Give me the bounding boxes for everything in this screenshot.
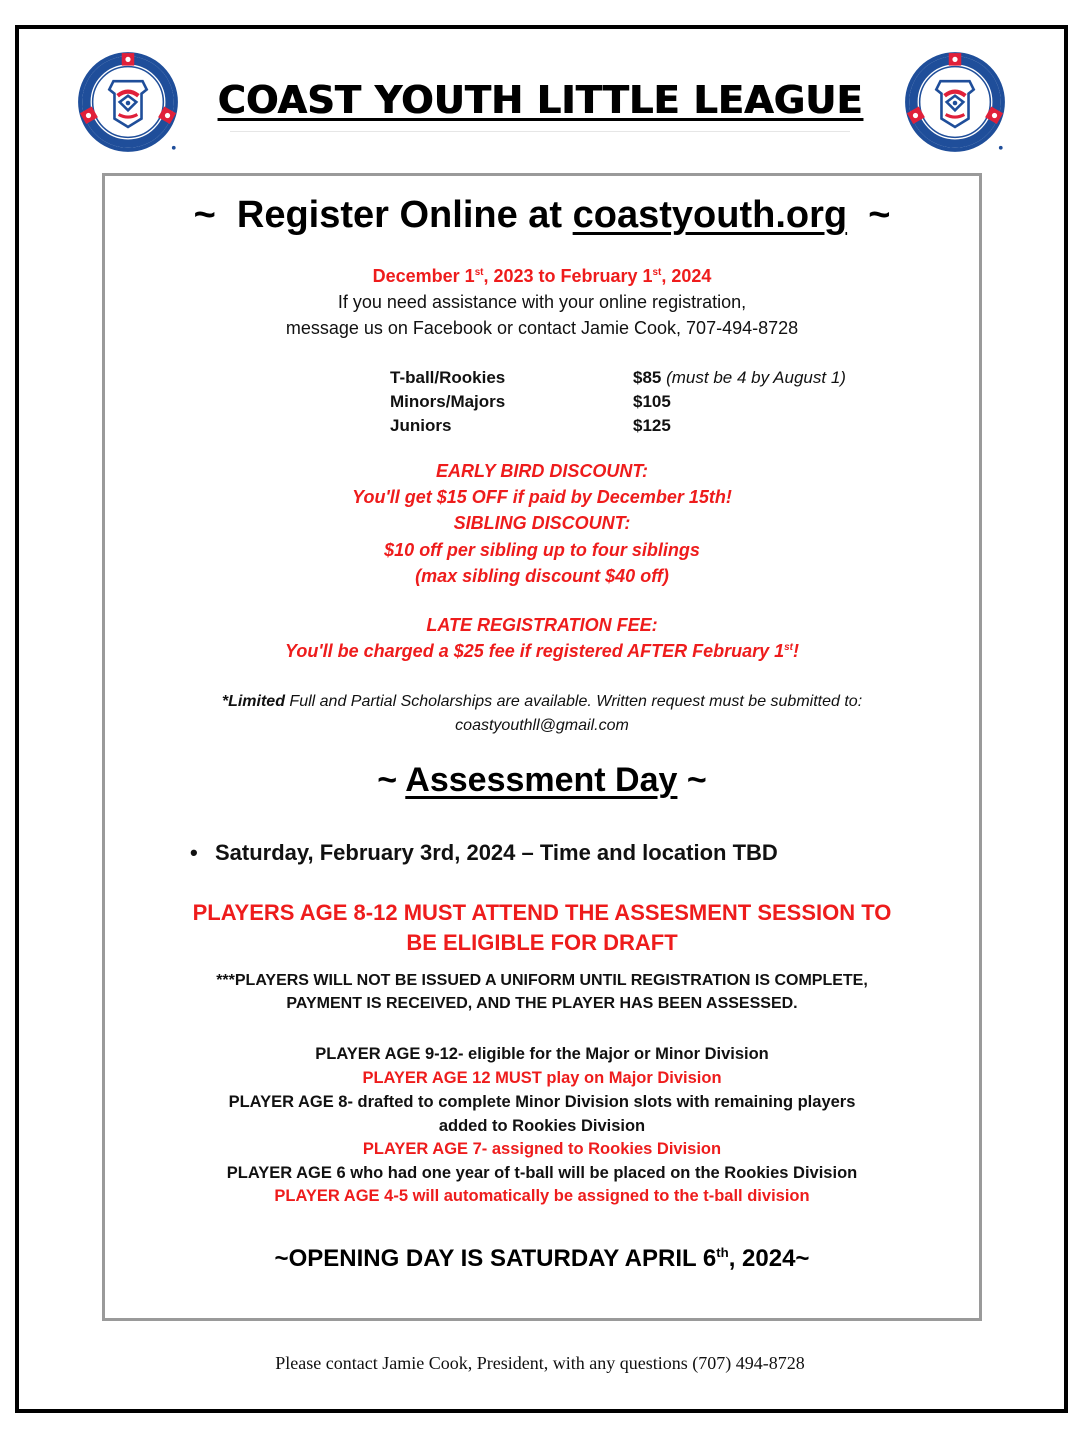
opening-day-sup: th (716, 1245, 729, 1260)
assessment-heading (105, 761, 979, 800)
fee-table (390, 368, 846, 440)
late-fee-text-end: ! (792, 641, 799, 661)
dates-end-sup: st (652, 267, 662, 278)
sibling-text: $10 off per sibling up to four siblings (384, 540, 700, 560)
fee-price: $125 (633, 416, 671, 435)
dates-start: December 1 (372, 266, 475, 286)
age-rule: added to Rookies Division (438, 1117, 646, 1135)
opening-day-text: ~OPENING DAY IS SATURDAY APRIL 6 (274, 1245, 717, 1272)
late-fee-sup: st (784, 642, 793, 653)
age-rule: PLAYER AGE 7- assigned to Rookies Division (362, 1140, 722, 1158)
uniform-notice-line-1: ***PLAYERS WILL NOT BE ISSUED A UNIFORM UNTIL REGISTRATION IS COMPLETE, (216, 972, 868, 989)
title-divider (230, 131, 850, 132)
register-heading-prefix: ~ Register Online at (193, 194, 573, 236)
dates-start-sup: st (474, 267, 484, 278)
age-rule: PLAYER AGE 8- drafted to complete Minor Division slots with remaining players (228, 1093, 856, 1111)
fee-division: T-ball/Rookies (390, 368, 506, 387)
dates-mid: , 2023 to February 1 (483, 266, 653, 286)
fee-price-cell (633, 368, 846, 392)
assist-line-2: message us on Facebook or contact Jamie Cook, 707-494-8728 (285, 318, 799, 338)
age-rule: PLAYER AGE 4-5 will automatically be assigned to the t-ball division (274, 1187, 810, 1205)
org-title (205, 78, 875, 122)
early-bird-text: You'll get $15 OFF if paid by December 15th! (352, 487, 732, 507)
scholarship-note (105, 693, 979, 711)
scholarship-limited: *Limited (221, 693, 285, 710)
fee-note: (must be 4 by August 1) (661, 368, 846, 387)
fee-row (390, 368, 846, 392)
fee-division: Juniors (390, 416, 452, 435)
age-rule: PLAYER AGE 9-12- eligible for the Major or Minor Division (315, 1045, 769, 1063)
org-title-text: COAST YOUTH LITTLE LEAGUE (217, 78, 863, 122)
opening-day (105, 1245, 979, 1273)
register-link[interactable]: coastyouth.org (572, 194, 848, 236)
scholarship-email[interactable]: coastyouthll@gmail.com (455, 717, 629, 734)
assessment-heading-post: ~ (677, 761, 707, 799)
fee-row (390, 392, 846, 416)
footer-contact: Please contact Jamie Cook, President, with any questions (707) 494-8728 (275, 1353, 805, 1373)
assessment-date-item (190, 840, 778, 866)
assessment-heading-text: Assessment Day (405, 761, 678, 799)
opening-day-year: , 2024~ (728, 1245, 810, 1272)
early-bird-title: EARLY BIRD DISCOUNT: (435, 461, 648, 481)
little-league-logo-left-icon (76, 50, 180, 154)
registration-dates (105, 266, 979, 287)
assist-line-1: If you need assistance with your online registration, (337, 292, 747, 312)
assessment-heading-pre: ~ (377, 761, 406, 799)
scholarship-text: Full and Partial Scholarships are available. Written request must be submitted to: (284, 693, 863, 710)
bullet-icon: • (190, 840, 198, 865)
little-league-logo-right-icon (903, 50, 1007, 154)
assessment-date-text: Saturday, February 3rd, 2024 – Time and location TBD (215, 840, 778, 865)
dates-end: , 2024 (661, 266, 712, 286)
fee-price: $85 (633, 368, 662, 387)
late-fee-text-main: You'll be charged a $25 fee if registered AFTER February 1 (285, 641, 785, 661)
uniform-notice-line-2: PAYMENT IS RECEIVED, AND THE PLAYER HAS BEEN ASSESSED. (286, 995, 798, 1012)
draft-warning-line-2: BE ELIGIBLE FOR DRAFT (406, 930, 678, 955)
draft-warning-line-1: PLAYERS AGE 8-12 MUST ATTEND THE ASSESMENT SESSION TO (192, 900, 892, 925)
sibling-title: SIBLING DISCOUNT: (453, 513, 631, 533)
fee-price: $105 (633, 392, 671, 411)
fee-division: Minors/Majors (390, 392, 506, 411)
late-fee-title: LATE REGISTRATION FEE: (426, 615, 658, 635)
fee-row (390, 416, 846, 440)
age-rule: PLAYER AGE 12 MUST play on Major Division (362, 1069, 722, 1087)
sibling-max: (max sibling discount $40 off) (415, 566, 669, 586)
age-rule: PLAYER AGE 6 who had one year of t-ball will be placed on the Rookies Division (226, 1164, 858, 1182)
register-heading (105, 194, 979, 237)
register-heading-suffix: ~ (847, 194, 891, 236)
late-fee-text (105, 641, 979, 662)
registration-box (102, 173, 982, 1321)
